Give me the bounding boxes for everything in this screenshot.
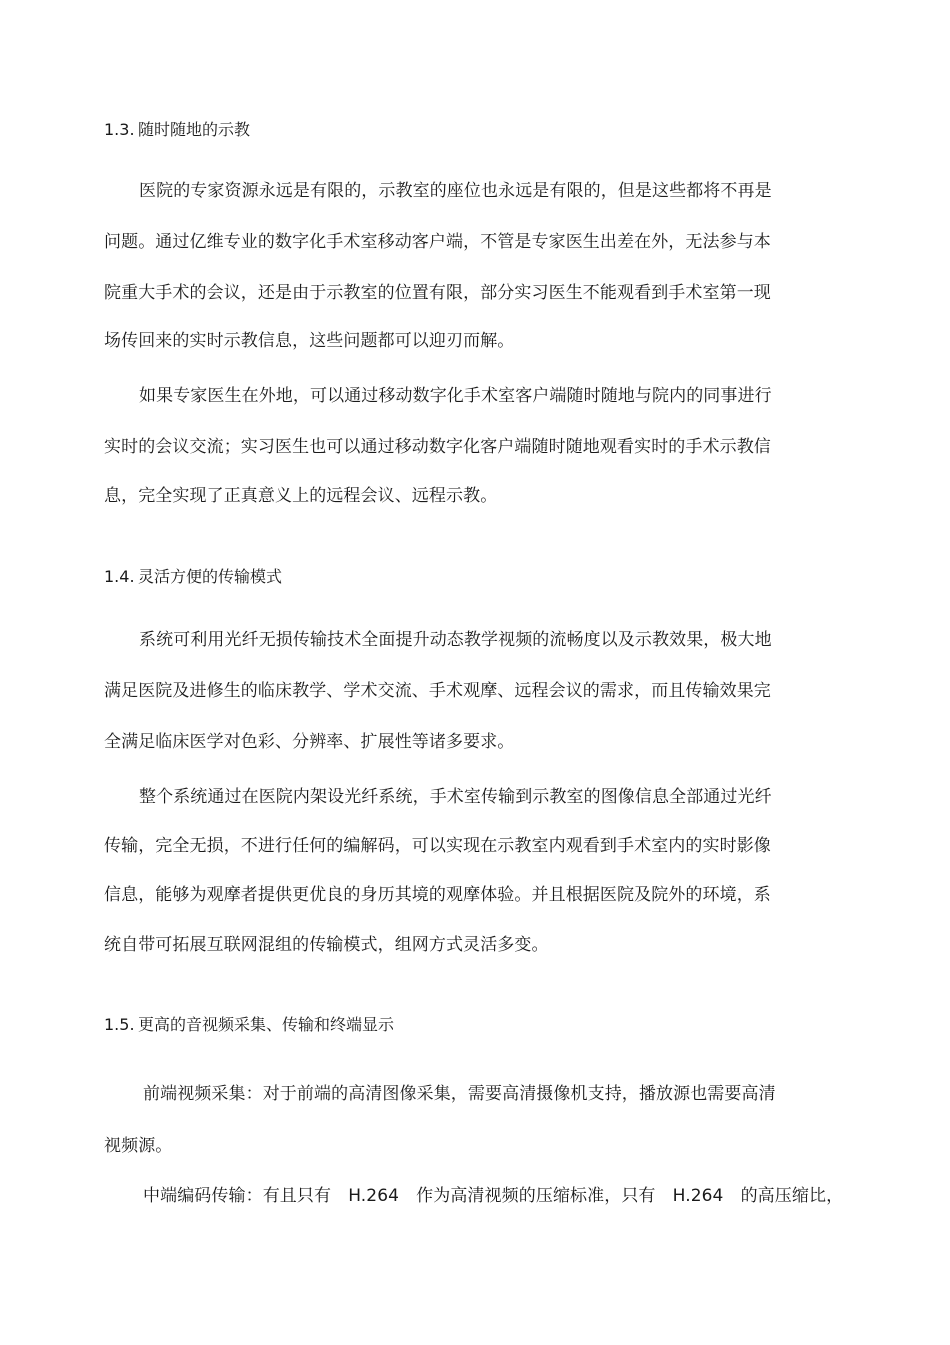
section-number: 1.5. (104, 1015, 135, 1034)
section-title: 灵活方便的传输模式 (138, 567, 283, 586)
paragraph-line: 息，完全实现了正真意义上的远程会议、远程示教。 (104, 486, 498, 506)
paragraph-line: 信息，能够为观摩者提供更优良的身历其境的观摩体验。并且根据医院及院外的环境，系 (104, 885, 771, 905)
paragraph-line: 实时的会议交流；实习医生也可以通过移动数字化客户端随时随地观看实时的手术示教信 (104, 437, 771, 457)
section-heading-1-5 (104, 1015, 394, 1035)
section-number: 1.3. (104, 120, 135, 139)
paragraph-line: 满足医院及进修生的临床教学、学术交流、手术观摩、远程会议的需求，而且传输效果完 (104, 681, 771, 701)
paragraph-line: 传输，完全无损，不进行任何的编解码，可以实现在示教室内观看到手术室内的实时影像 (104, 836, 771, 856)
paragraph-line: 如果专家医生在外地，可以通过移动数字化手术室客户端随时随地与院内的同事进行 (139, 386, 772, 406)
paragraph-line: 整个系统通过在医院内架设光纤系统，手术室传输到示教室的图像信息全部通过光纤 (139, 787, 772, 807)
section-heading-1-4 (104, 567, 282, 587)
paragraph-line: 系统可利用光纤无损传输技术全面提升动态教学视频的流畅度以及示教效果，极大地 (139, 630, 772, 650)
paragraph-line: 前端视频采集：对于前端的高清图像采集，需要高清摄像机支持，播放源也需要高清 (143, 1084, 776, 1104)
paragraph-line: 中端编码传输：有且只有 H.264 作为高清视频的压缩标准，只有 H.264 的高压缩比， (143, 1186, 844, 1206)
paragraph-line: 视频源。 (104, 1136, 173, 1156)
paragraph-line: 统自带可拓展互联网混组的传输模式，组网方式灵活多变。 (104, 935, 549, 955)
paragraph-line: 问题。通过亿维专业的数字化手术室移动客户端，不管是专家医生出差在外，无法参与本 (104, 232, 771, 252)
section-number: 1.4. (104, 567, 135, 586)
paragraph-line: 场传回来的实时示教信息，这些问题都可以迎刃而解。 (104, 331, 515, 351)
section-title: 更高的音视频采集、传输和终端显示 (138, 1015, 395, 1034)
section-heading-1-3 (104, 120, 250, 140)
paragraph-line: 医院的专家资源永远是有限的，示教室的座位也永远是有限的，但是这些都将不再是 (139, 181, 772, 201)
section-title: 随时随地的示教 (138, 120, 251, 139)
paragraph-line: 院重大手术的会议，还是由于示教室的位置有限，部分实习医生不能观看到手术室第一现 (104, 283, 771, 303)
paragraph-line: 全满足临床医学对色彩、分辨率、扩展性等诸多要求。 (104, 732, 515, 752)
